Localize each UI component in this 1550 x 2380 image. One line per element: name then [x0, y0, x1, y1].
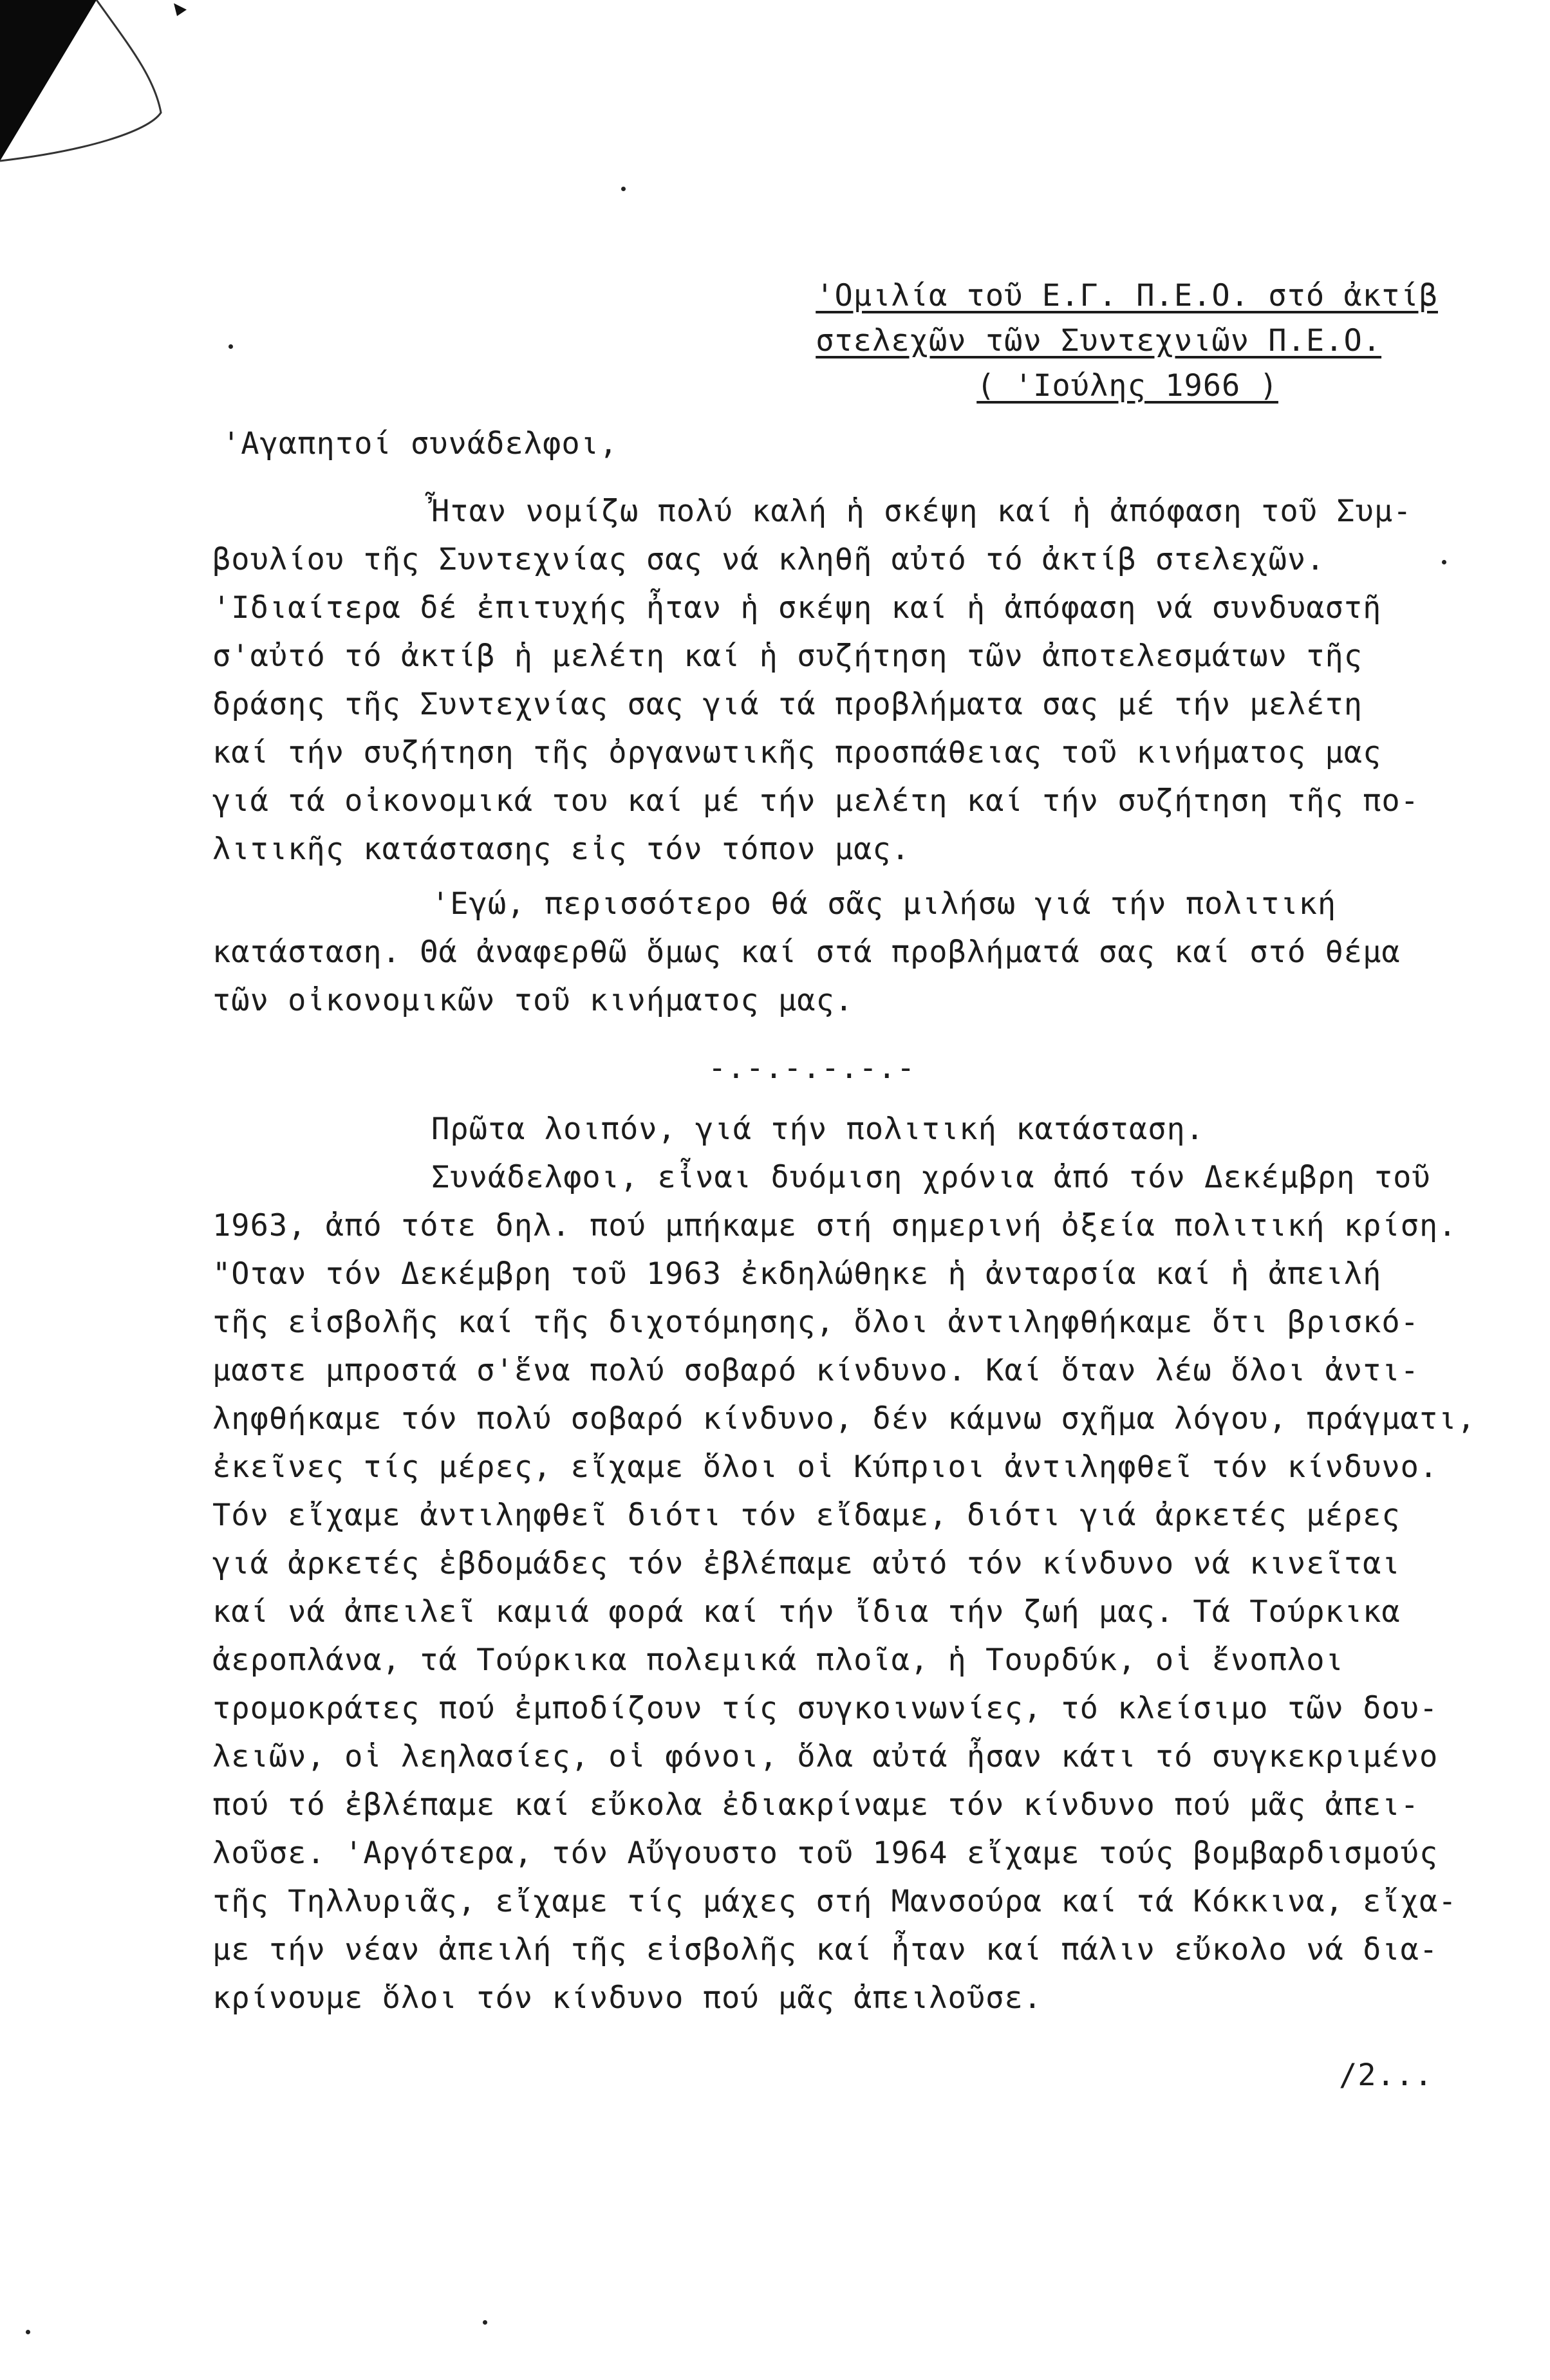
body-line: βουλίου τῆς Συντεχνίας σας νά κληθῆ αὐτό τό ἀκτίβ στελεχῶν.: [212, 542, 1325, 577]
section-line: τῆς Τηλλυριᾶς, εἴχαμε τίς μάχες στή Μανσούρα καί τά Κόκκινα, εἴχα-: [212, 1884, 1457, 1919]
section-line: καί νά ἀπειλεῖ καμιά φορά καί τήν ἴδια τήν ζωή μας. Τά Τούρκικα: [212, 1594, 1401, 1630]
body-line: καί τήν συζήτηση τῆς ὀργανωτικῆς προσπάθειας τοῦ κινήματος μας: [212, 735, 1382, 770]
body-line: δράσης τῆς Συντεχνίας σας γιά τά προβλήματα σας μέ τήν μελέτη: [212, 687, 1363, 722]
scan-speck: [483, 2320, 487, 2325]
section-line: λοῦσε. 'Αργότερα, τόν Αὔγουστο τοῦ 1964 εἴχαμε τούς βομβαρδισμούς: [212, 1836, 1439, 1871]
body-line: 'Ιδιαίτερα δέ ἐπιτυχής ἦταν ἡ σκέψη καί ἡ ἀπόφαση νά συνδυαστῆ: [212, 590, 1382, 626]
section-line: 1963, ἀπό τότε δηλ. πού μπήκαμε στή σημερινή ὀξεία πολιτική κρίση.: [212, 1208, 1457, 1243]
section-line: Τόν εἴχαμε ἀντιληφθεῖ διότι τόν εἴδαμε, διότι γιά ἀρκετές μέρες: [212, 1498, 1401, 1533]
body-line: σ'αὐτό τό ἀκτίβ ἡ μελέτη καί ἡ συζήτηση τῶν ἀποτελεσμάτων τῆς: [212, 638, 1363, 674]
section-line: ἐκεῖνες τίς μέρες, εἴχαμε ὅλοι οἱ Κύπριοι ἀντιληφθεῖ τόν κίνδυνο.: [212, 1449, 1439, 1485]
section-line: κρίνουμε ὅλοι τόν κίνδυνο πού μᾶς ἀπειλοῦσε.: [212, 1980, 1043, 2016]
scan-speck: [1442, 560, 1446, 564]
section-line: "Οταν τόν Δεκέμβρη τοῦ 1963 ἐκδηλώθηκε ἡ ἀνταρσία καί ἡ ἀπειλή: [212, 1256, 1382, 1292]
section-line: μαστε μπροστά σ'ἕνα πολύ σοβαρό κίνδυνο. Καί ὅταν λέω ὅλοι ἀντι-: [212, 1353, 1419, 1388]
section-line: ληφθήκαμε τόν πολύ σοβαρό κίνδυνο, δέν κάμνω σχῆμα λόγου, πράγματι,: [212, 1401, 1476, 1436]
salutation: 'Αγαπητοί συνάδελφοι,: [222, 426, 619, 461]
section-separator: -.-.-.-.-.-: [708, 1050, 916, 1086]
section-line: τῆς εἰσβολῆς καί τῆς διχοτόμησης, ὅλοι ἀντιληφθήκαμε ὅτι βρισκό-: [212, 1305, 1419, 1340]
body-line: Ἦταν νομίζω πολύ καλή ἡ σκέψη καί ἡ ἀπόφαση τοῦ Συμ-: [431, 494, 1412, 529]
body-line: κατάσταση. Θά ἀναφερθῶ ὅμως καί στά προβλήματά σας καί στό θέμα: [212, 934, 1401, 970]
page-continuation: /2...: [1339, 2058, 1433, 2093]
scan-speck: [26, 2330, 30, 2334]
body-line: 'Εγώ, περισσότερο θά σᾶς μιλήσω γιά τήν πολιτική: [431, 886, 1337, 922]
section-line: ἀεροπλάνα, τά Τούρκικα πολεμικά πλοῖα, ἡ Τουρδύκ, οἱ ἔνοπλοι: [212, 1642, 1344, 1678]
scan-speck: [229, 344, 233, 349]
section-line: γιά ἀρκετές ἑβδομάδες τόν ἐβλέπαμε αὐτό τόν κίνδυνο νά κινεῖται: [212, 1546, 1401, 1581]
corner-black-triangle-icon: [0, 0, 206, 212]
section-line: με τήν νέαν ἀπειλή τῆς εἰσβολῆς καί ἦταν καί πάλιν εὔκολο νά δια-: [212, 1932, 1439, 1967]
scan-speck: [621, 187, 626, 191]
body-line: γιά τά οἰκονομικά του καί μέ τήν μελέτη καί τήν συζήτηση τῆς πο-: [212, 783, 1419, 819]
body-line: τῶν οἰκονομικῶν τοῦ κινήματος μας.: [212, 983, 854, 1018]
section-line: Συνάδελφοι, εἶναι δυόμιση χρόνια ἀπό τόν Δεκέμβρη τοῦ: [431, 1160, 1431, 1195]
section-line: Πρῶτα λοιπόν, γιά τήν πολιτική κατάσταση.: [431, 1111, 1205, 1147]
section-line: πού τό ἐβλέπαμε καί εὔκολα ἐδιακρίναμε τόν κίνδυνο πού μᾶς ἀπει-: [212, 1787, 1419, 1823]
title-line-2: στελεχῶν τῶν Συντεχνιῶν Π.Ε.Ο.: [816, 323, 1382, 358]
title-line-1: 'Ομιλία τοῦ Ε.Γ. Π.Ε.Ο. στό ἀκτίβ: [816, 278, 1438, 313]
section-line: λειῶν, οἱ λεηλασίες, οἱ φόνοι, ὅλα αὐτά ἦσαν κάτι τό συγκεκριμένο: [212, 1739, 1439, 1774]
body-line: λιτικῆς κατάστασης εἰς τόν τόπον μας.: [212, 832, 910, 867]
date-line: ( 'Ιούλης 1966 ): [976, 368, 1278, 404]
section-line: τρομοκράτες πού ἐμποδίζουν τίς συγκοινωνίες, τό κλείσιμο τῶν δου-: [212, 1691, 1439, 1726]
